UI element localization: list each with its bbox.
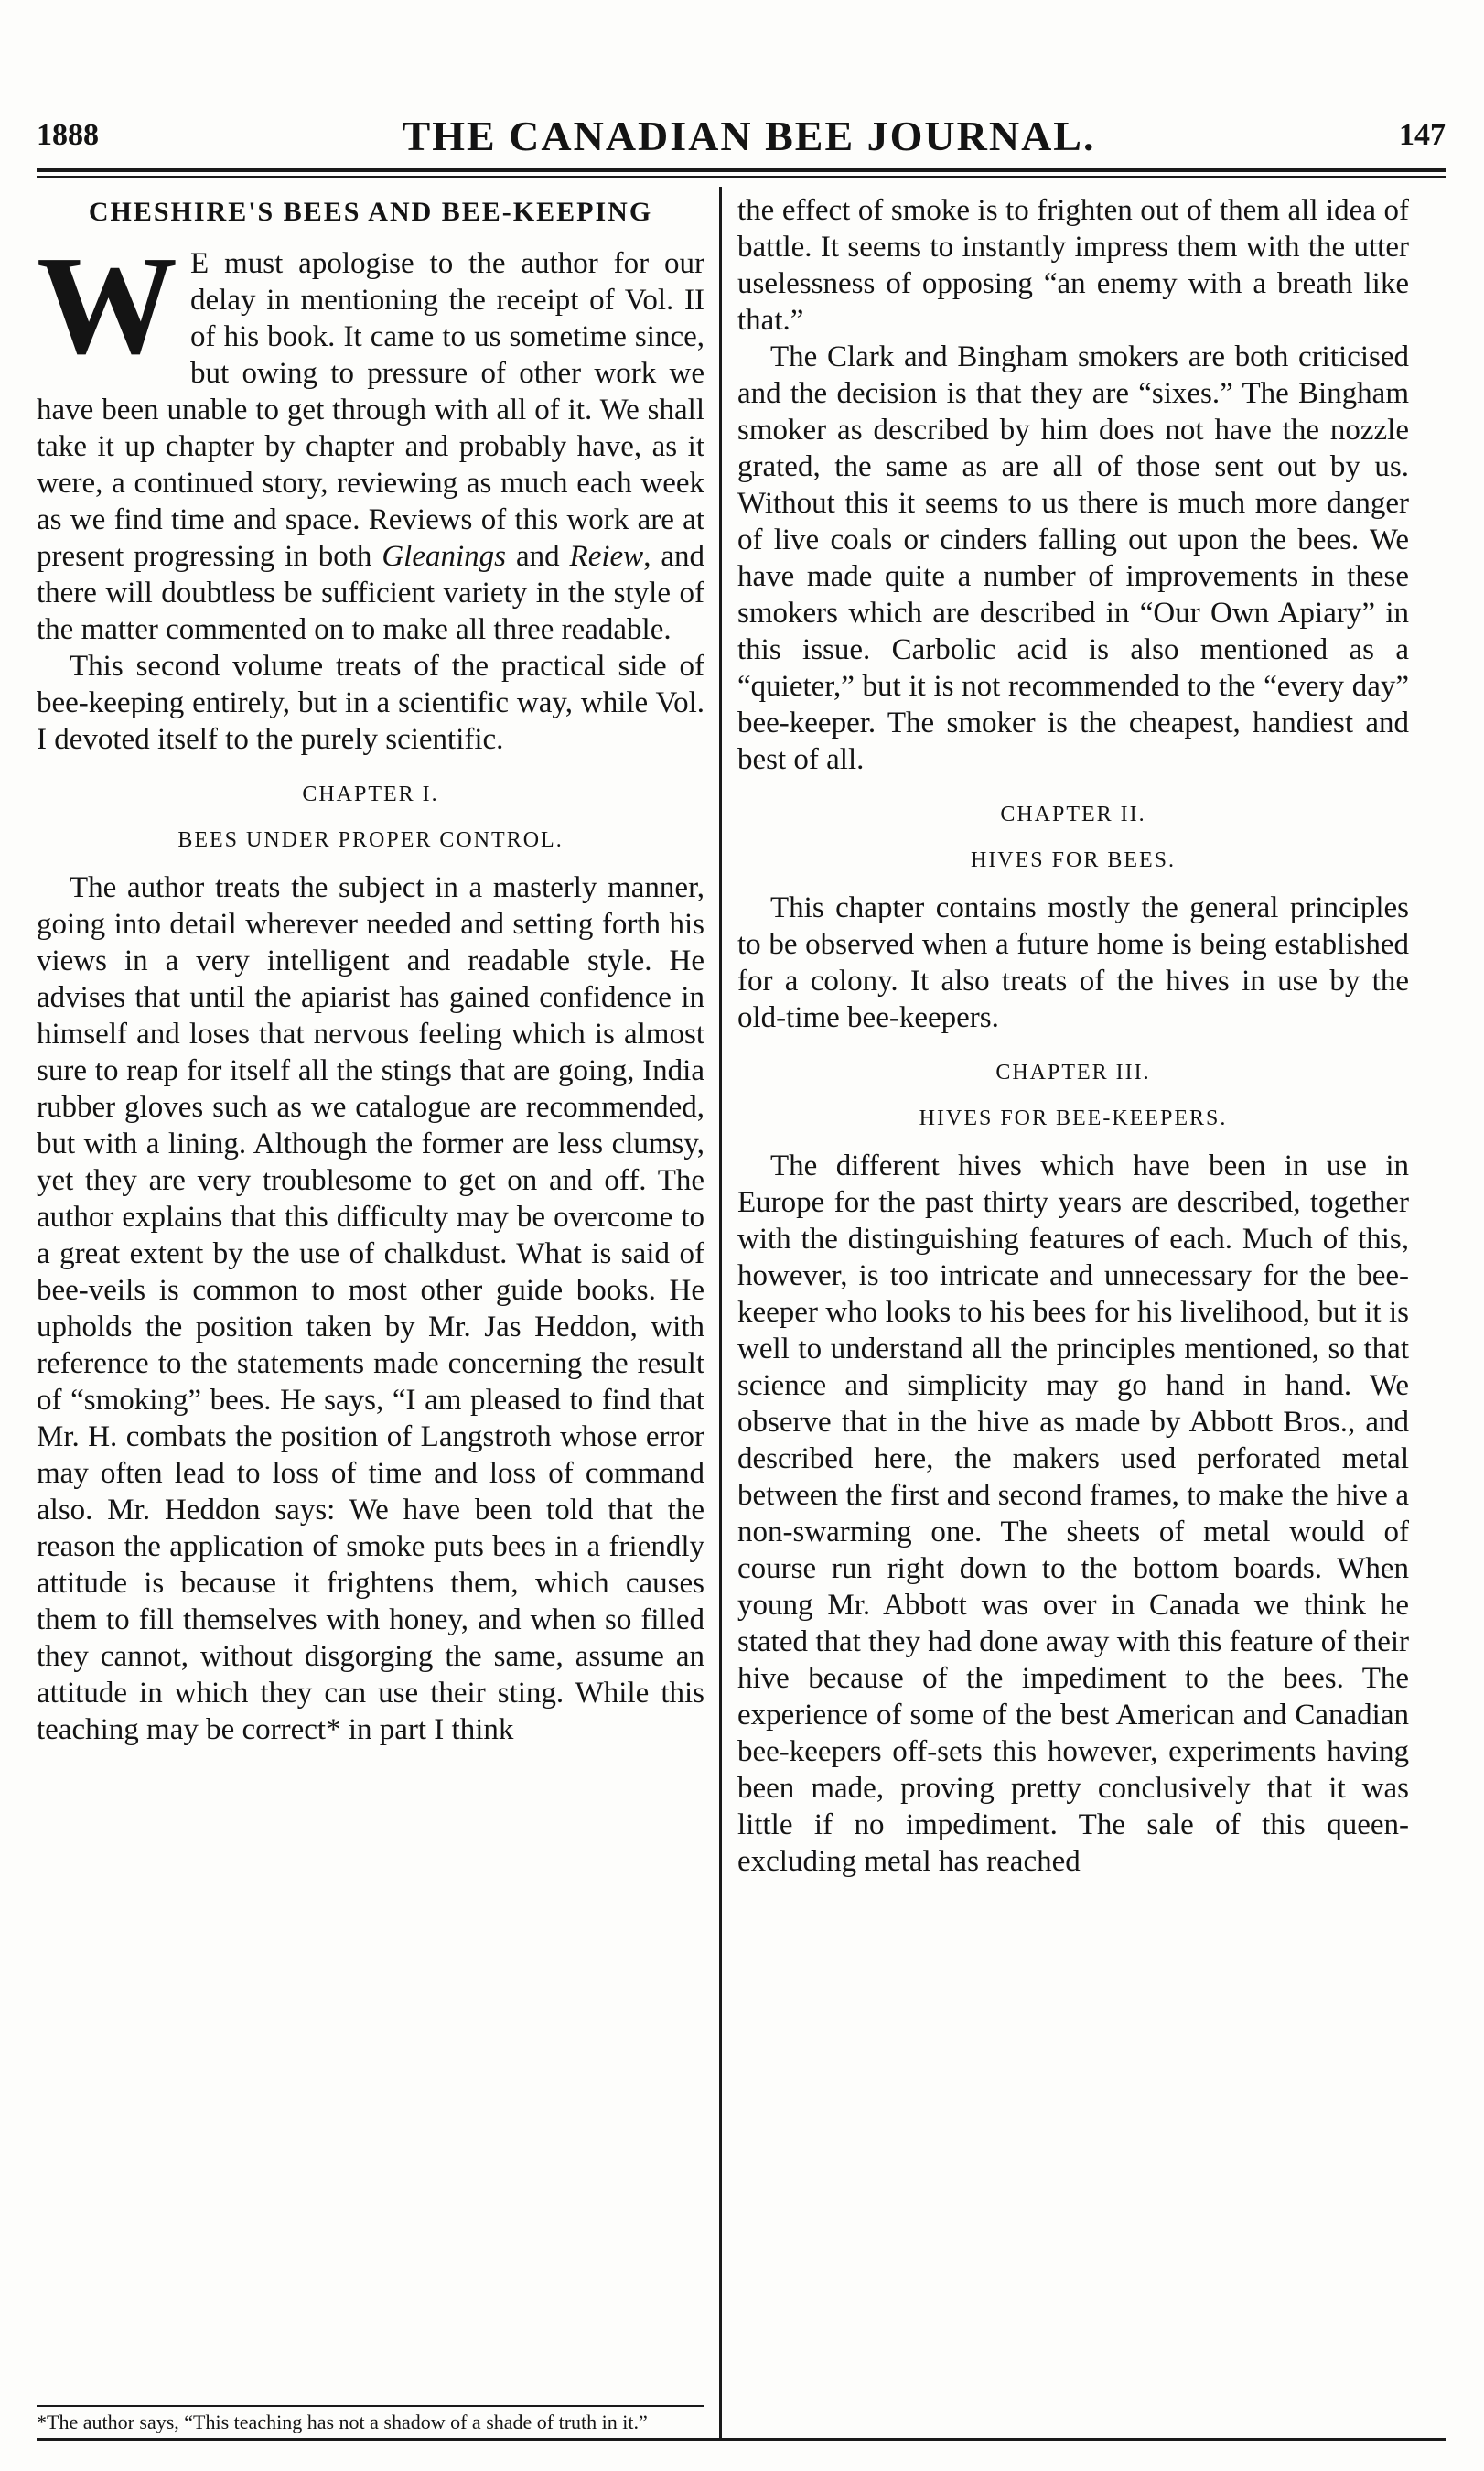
- column-divider: [719, 187, 722, 2438]
- journal-title: THE CANADIAN BEE JOURNAL.: [402, 112, 1096, 159]
- chapter-3-title: HIVES FOR BEE-KEEPERS.: [919, 1106, 1228, 1130]
- paragraph-proper-control: The author treats the subject in a masterly manner, going into detail wherever needed and setting forth his views in a very intelligent and readable style. He advises that until the apiarist has gained confidence in himself and loses that nervous feeling which is almost sure to reap for itself all the stings that are going, India rubber gloves such as we catalogue are recommended, but with a lining. Although the former are less clumsy, yet they are very troublesome to get on and off. The author explains that this difficulty may be overcome to a great extent by the use of chalkdust. What is said of bee-veils is common to most other guide books. He upholds the position taken by Mr. Jas Heddon, with reference to the statements made concerning the result of “smoking” bees. He says, “I am pleased to find that Mr. H. combats the position of Langstroth whose error may often lead to loss of time and loss of command also. Mr. Heddon says: We have been told that the reason the application of smoke puts bees in a friendly attitude is because it frightens them, which causes them to fill themselves with honey, and when so filled they cannot, without disgorging the same, assume an attitude in which they can use their sting. While this teaching may be correct* in part I think: [37, 871, 704, 1746]
- intro-text-end: , and there will doubtless be sufficient variety in the style of the matter commented on to make all three readable.: [37, 540, 704, 646]
- drop-cap: W: [37, 228, 177, 383]
- paragraph-hives-for-beekeepers: The different hives which have been in use in Europe for the past thirty years are described, together with the distinguishing features of each. Much of this, however, is too intricate and unnecessary for the bee-keeper who looks to his bees for his livelihood, but it is well to understand all the principles mentioned, so that science and simplicity may go hand in hand. We observe that in the hive as made by Abbott Bros., and described here, the makers used perforated metal between the first and second frames, to make the hive a non-swarming one. The sheets of metal would of course run right down to the bottom boards. When young Mr. Abbott was over in Canada we think he stated that they had done away with this feature of their hive because of the impediment to the bees. The experience of some of the best American and Canadian bee-keepers off-sets this however, experiments having been made, proving pretty conclusively that it was little if no impediment. The sale of this queen-excluding metal has reached: [737, 1149, 1409, 1878]
- header-year: 1888: [37, 118, 99, 152]
- right-column: [737, 192, 1409, 2434]
- gleanings-ref: Gleanings: [382, 540, 507, 573]
- review-ref: Reiew: [569, 540, 644, 573]
- header-rule: [37, 168, 1446, 172]
- footer-rule: [37, 2438, 1446, 2441]
- left-column: [37, 192, 704, 2434]
- footnote: *The author says, “This teaching has not a shadow of a shade of truth in it.”: [37, 2405, 704, 2434]
- article-intro-paragraph: [37, 228, 704, 648]
- chapter-3-heading: CHAPTER III.: [995, 1061, 1151, 1084]
- paragraph-smokers: The Clark and Bingham smokers are both criticised and the decision is that they are “sixes.” The Bingham smoker as described by him does not have the nozzle grated, the same as are all of those sent out by us. Without this it seems to us there is much more danger of live coals or cinders falling out upon the bees. We have made quite a number of improvements in these smokers which are described in “Our Own Apiary” in this issue. Carbolic acid is also mentioned as a “quieter,” but it is not recommended to the “every day” bee-keeper. The smoker is the cheapest, handiest and best of all.: [737, 340, 1409, 776]
- chapter-1-heading: CHAPTER I.: [302, 782, 439, 806]
- page-header: [37, 108, 1446, 163]
- header-rule-thin: [37, 176, 1446, 178]
- chapter-2-title: HIVES FOR BEES.: [970, 848, 1177, 872]
- article-title: CHESHIRE'S BEES AND BEE-KEEPING: [88, 197, 653, 227]
- paragraph-second-volume: This second volume treats of the practical side of bee-keeping entirely, but in a scientific way, while Vol. I devoted itself to the purely scientific.: [37, 650, 704, 756]
- chapter-2-heading: CHAPTER II.: [1000, 803, 1146, 826]
- and-word: and: [515, 540, 560, 573]
- intro-text: E must apologise to the author for our delay in mentioning the receipt of Vol. II of his book. It came to us sometime since, but owing to pressure of other work we have been unable to get through with all of it. We shall take it up chapter by chapter and probably have, as it were, a continued story, reviewing as much each week as we find time and space. Reviews of this work are at present progressing in both: [37, 247, 704, 573]
- chapter-1-title: BEES UNDER PROPER CONTROL.: [177, 828, 564, 852]
- paragraph-hives-for-bees: This chapter contains mostly the general principles to be observed when a future home is being established for a colony. It also treats of the hives in use by the old-time bee-keepers.: [737, 891, 1409, 1034]
- page-number: 147: [1399, 118, 1446, 152]
- paragraph-smoke-effect: the effect of smoke is to frighten out of them all idea of battle. It seems to instantly impress them with the utter uselessness of opposing “an enemy with a breath like that.”: [737, 194, 1409, 337]
